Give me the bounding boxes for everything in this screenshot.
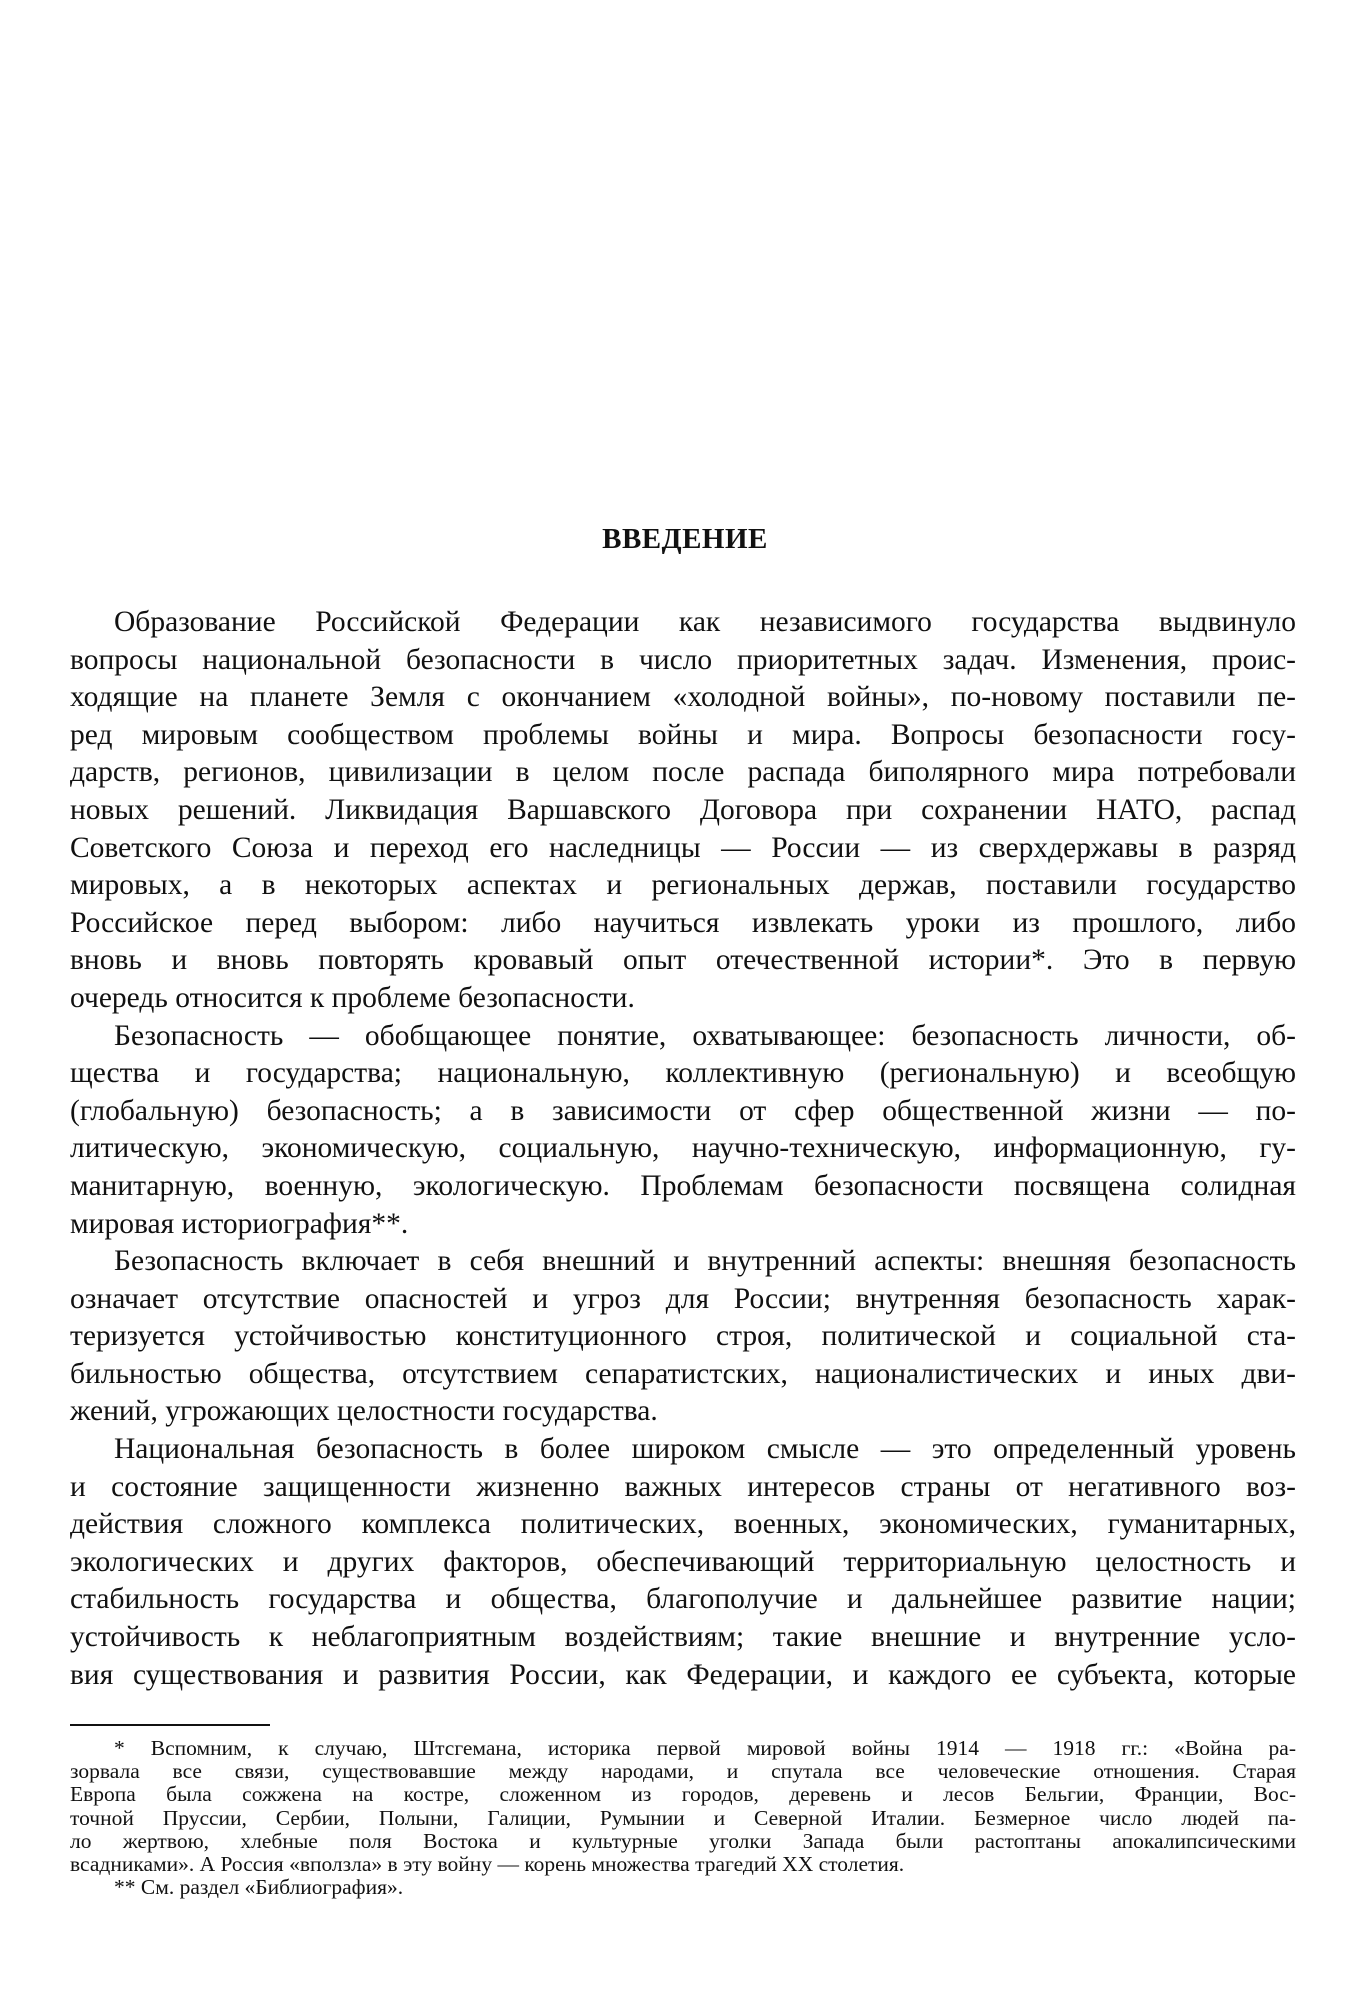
text-line: литическую, экономическую, социальную, научно-техническую, информационную, гу- xyxy=(70,1132,1296,1165)
text-line: Безопасность — обобщающее понятие, охватывающее: безопасность личности, об- xyxy=(114,1019,1296,1052)
text-line: ред мировым сообществом проблемы войны и мира. Вопросы безопасности госу- xyxy=(70,718,1296,751)
paragraph-3 xyxy=(70,1243,1296,1431)
text-line: действия сложного комплекса политических, военных, экономических, гуманитарных, xyxy=(70,1508,1296,1541)
text-line: очередь относится к проблеме безопасности. xyxy=(70,981,635,1014)
text-line: и состояние защищенности жизненно важных интересов страны от негативного воз- xyxy=(70,1470,1296,1503)
footnote-1 xyxy=(70,1737,1296,1876)
text-line: бильностью общества, отсутствием сепаратистских, националистических и иных дви- xyxy=(70,1357,1296,1390)
text-line: устойчивость к неблагоприятным воздействиям; такие внешние и внутренние усло- xyxy=(70,1621,1296,1654)
paragraph-2 xyxy=(70,1018,1296,1244)
text-line: жений, угрожающих целостности государства. xyxy=(70,1395,658,1428)
footnote-2 xyxy=(70,1876,1296,1899)
footnote-line: точной Пруссии, Сербии, Полыни, Галиции, Румынии и Северной Италии. Безмерное число людей па- xyxy=(70,1805,1296,1830)
text-line: Российское перед выбором: либо научиться извлекать уроки из прошлого, либо xyxy=(70,906,1296,939)
text-line: вопросы национальной безопасности в число приоритетных задач. Изменения, проис- xyxy=(70,643,1296,676)
text-line: Образование Российской Федерации как независимого государства выдвинуло xyxy=(114,606,1296,638)
text-line: щества и государства; национальную, коллективную (региональную) и всеобщую xyxy=(70,1057,1296,1090)
footnote-line: всадниками». А Россия «вползла» в эту войну — корень множества трагедий XX столетия. xyxy=(70,1851,905,1876)
text-line: стабильность государства и общества, благополучие и дальнейшее развитие нации; xyxy=(70,1583,1296,1616)
text-line: Советского Союза и переход его наследницы — России — из сверхдержавы в разряд xyxy=(70,831,1296,864)
text-line: экологических и других факторов, обеспечивающий территориальную целостность и xyxy=(70,1545,1296,1578)
text-line: мировая историография**. xyxy=(70,1207,409,1240)
text-line: новых решений. Ликвидация Варшавского Договора при сохранении НАТО, распад xyxy=(70,793,1296,826)
text-line: Национальная безопасность в более широком смысле — это определенный уровень xyxy=(114,1433,1296,1466)
body-text xyxy=(70,604,1296,1694)
footnote-line: зорвала все связи, существовавшие между народами, и спутала все человеческие отношения. Старая xyxy=(70,1759,1296,1784)
footnotes xyxy=(70,1737,1296,1899)
text-line: Безопасность включает в себя внешний и внутренний аспекты: внешняя безопасность xyxy=(114,1245,1296,1278)
footnote-line: ** См. раздел «Библиография». xyxy=(114,1875,404,1900)
footnote-line: ло жертвою, хлебные поля Востока и культурные уголки Запада были растоптаны апокалипсическими xyxy=(70,1828,1296,1853)
text-line: вия существования и развития России, как Федерации, и каждого ее субъекта, которые xyxy=(70,1658,1296,1691)
text-line: мировых, а в некоторых аспектах и региональных держав, поставили государство xyxy=(70,869,1296,902)
text-line: теризуется устойчивостью конституционного строя, политической и социальной ста- xyxy=(70,1320,1296,1353)
chapter-heading: ВВЕДЕНИЕ xyxy=(602,523,768,555)
footnote-line: Европа была сожжена на костре, сложенном из городов, деревень и лесов Бельгии, Франции, Вос- xyxy=(70,1782,1296,1807)
paragraph-1 xyxy=(70,604,1296,1018)
text-line: вновь и вновь повторять кровавый опыт отечественной истории*. Это в первую xyxy=(70,944,1296,977)
text-line: (глобальную) безопасность; а в зависимости от сфер общественной жизни — по- xyxy=(70,1094,1296,1127)
footnote-line: * Вспомним, к случаю, Штсгемана, историка первой мировой войны 1914 — 1918 гг.: «Война ра- xyxy=(114,1736,1296,1760)
text-line: означает отсутствие опасностей и угроз для России; внутренняя безопасность харак- xyxy=(70,1282,1296,1315)
paragraph-4 xyxy=(70,1431,1296,1694)
text-line: дарств, регионов, цивилизации в целом после распада биполярного мира потребовали xyxy=(70,756,1296,789)
footnote-separator xyxy=(70,1724,270,1726)
text-line: манитарную, военную, экологическую. Проблемам безопасности посвящена солидная xyxy=(70,1169,1296,1202)
text-line: ходящие на планете Земля с окончанием «холодной войны», по-новому поставили пе- xyxy=(70,681,1296,714)
